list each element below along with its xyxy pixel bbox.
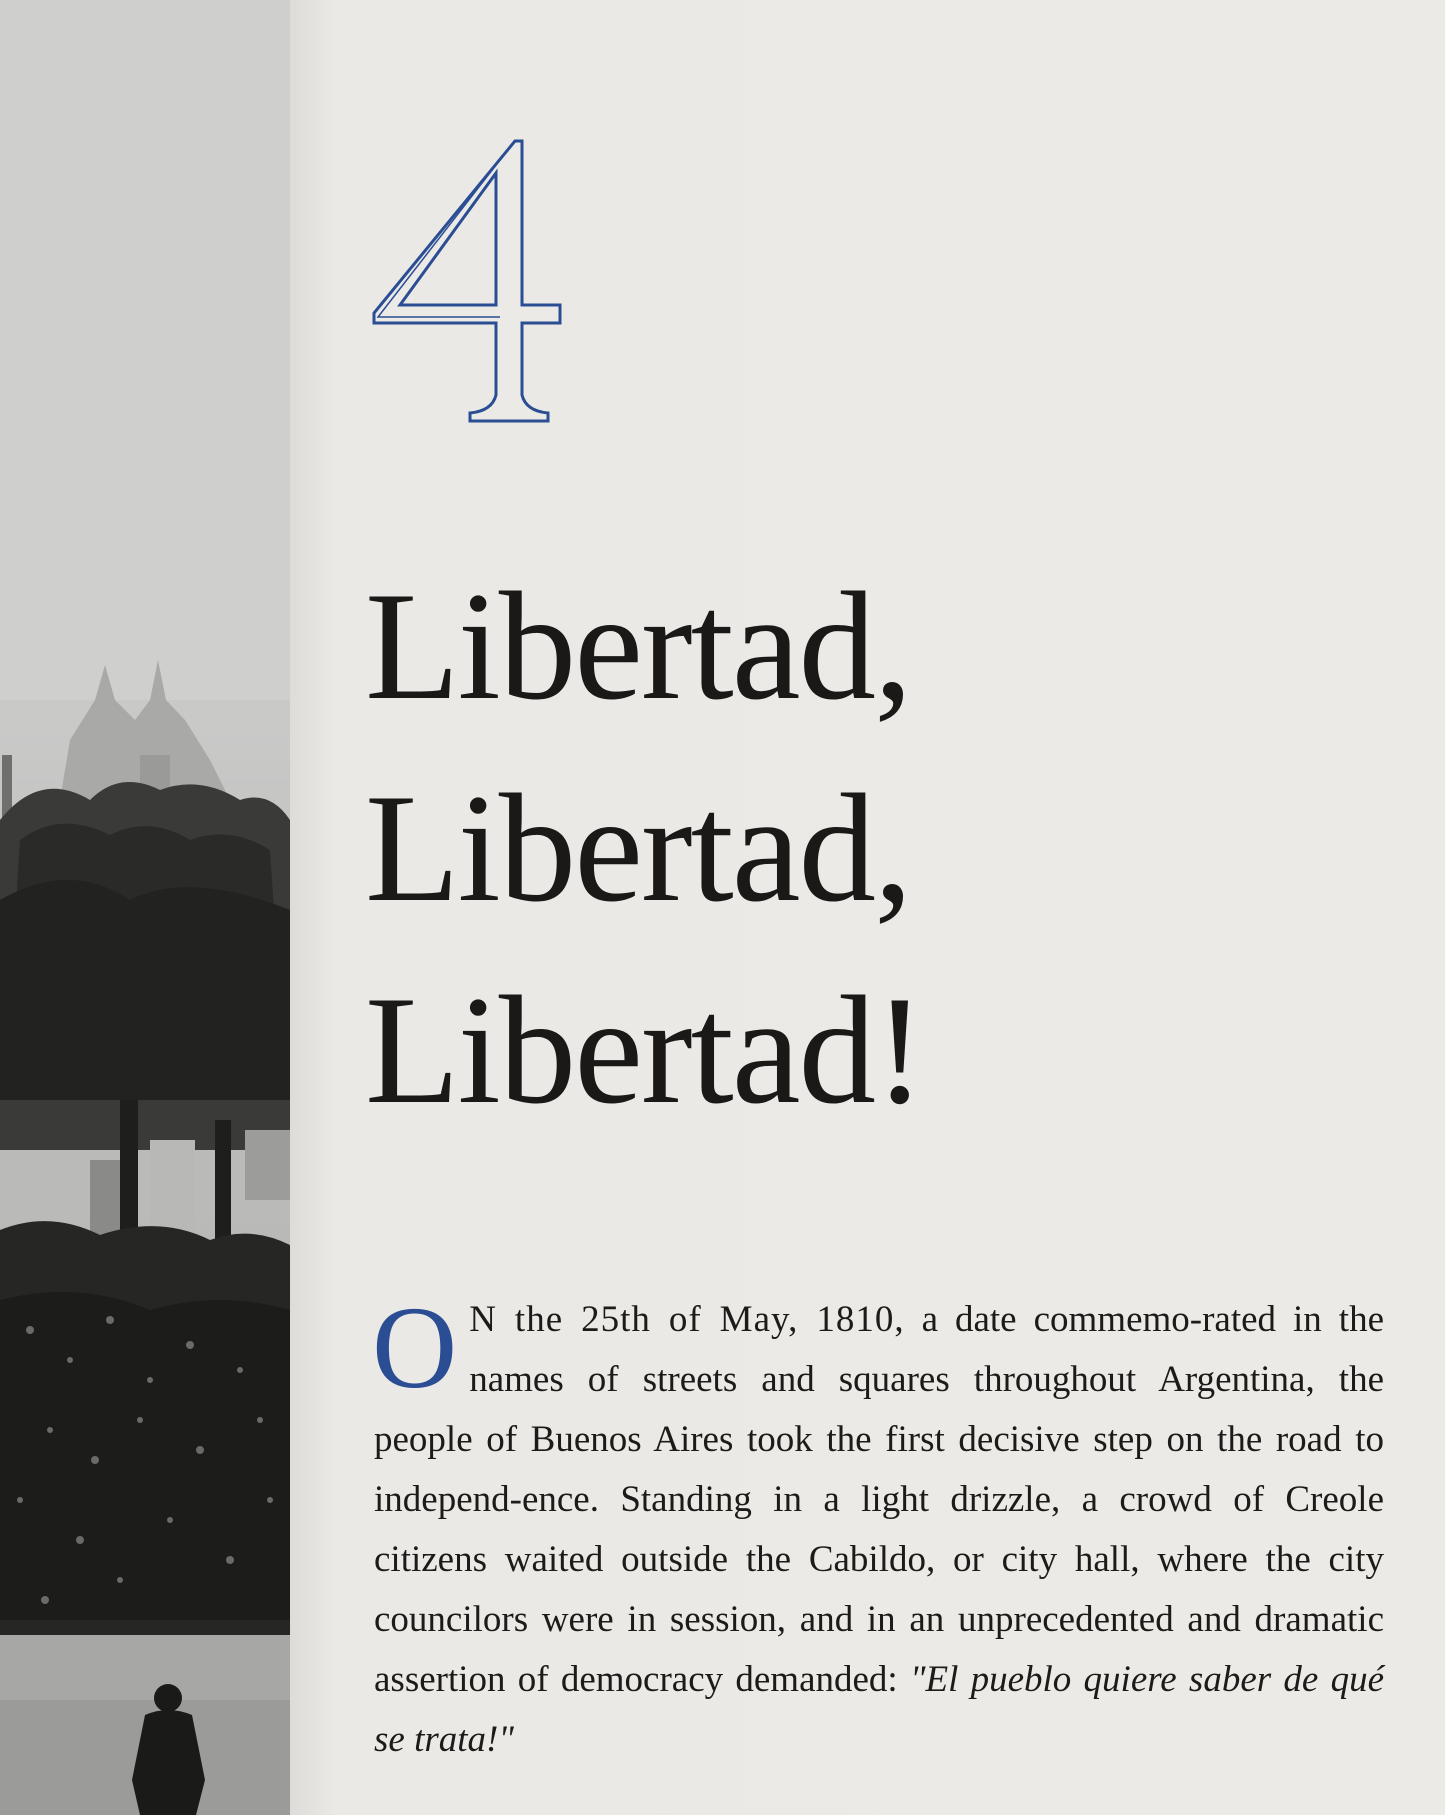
chapter-title-line-2: Libertad, [365,762,911,934]
crowd-photograph [0,0,290,1815]
drop-cap: O [372,1282,458,1413]
paragraph-text: a date commemo-rated in the names of streets and squares throughout Argentina, the people of Buenos Aires took the first decisive step on the road to independ-ence. Standing in a light drizzle, a crowd of Creole citizens waited outside the Cabildo, or city hall, where the city councilors were in session, and in an unprecedented and dramatic assertion of democracy demanded: [374,1299,1384,1700]
chapter-title-line-1: Libertad, [365,560,911,732]
spanish-quote: "El pueblo quiere saber de qué se trata!" [374,1659,1384,1760]
chapter-title-line-3: Libertad! [365,964,924,1136]
chapter-number-outline [360,125,570,430]
chapter-title [365,545,924,1151]
opening-words: N the 25th of May, 1810, [469,1299,905,1340]
body-paragraph [372,1282,1384,1770]
